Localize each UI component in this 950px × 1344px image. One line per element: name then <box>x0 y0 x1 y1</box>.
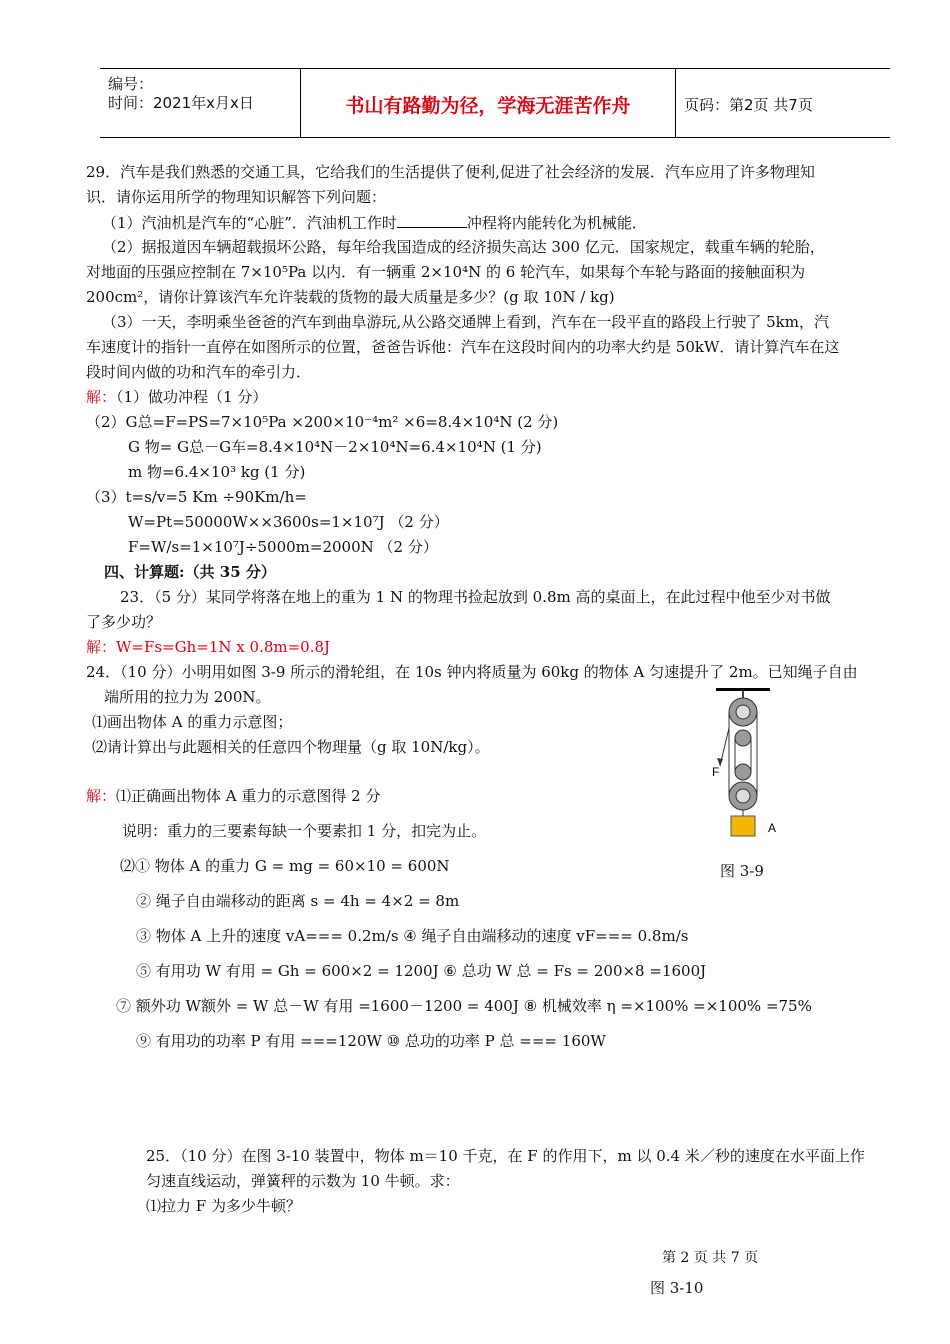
q29-solution-1 <box>86 386 267 407</box>
block-label: A <box>768 821 777 835</box>
q23-answer: 解：W=Fs=Gh=1N x 0.8m=0.8J <box>86 638 331 656</box>
page-label: 页码：第2页 共7页 <box>684 96 813 114</box>
q23-line1: 23．（5 分）某同学将落在地上的重为 1 N 的物理书捡起放到 0.8m 高的桌面上，在此过程中他至少对书做 <box>120 588 831 606</box>
upper-pulley-hub <box>736 705 750 719</box>
q24-line2: 端所用的拉力为 200N。 <box>104 688 271 706</box>
force-label: F <box>712 765 720 779</box>
q24-line1: 24．（10 分）小明用如图 3-9 所示的滑轮组，在 10s 钟内将质量为 60kg 的物体 A 匀速提升了 2m。已知绳子自由 <box>86 663 858 681</box>
q24-step-5: ⑤ 有用功 W 有用 = Gh = 600×2 = 1200J ⑥ 总功 W 总 = Fs = 200×8 =1600J <box>136 962 707 980</box>
q24-step-3: ③ 物体 A 上升的速度 vA=== 0.2m/s ④ 绳子自由端移动的速度 vF=== 0.8m/s <box>136 927 689 945</box>
q24-sub2: ⑵请计算出与此题相关的任意四个物理量（g 取 10N/kg）。 <box>92 738 490 756</box>
q24-step-1: ⑵① 物体 A 的重力 G = mg = 60×10 = 600N <box>120 857 450 875</box>
solution-text: （1）做功冲程（1 分） <box>116 388 268 406</box>
q29-solution-3-2: W=Pt=50000W××3600s=1×10⁷J （2 分） <box>128 513 449 531</box>
q23-line2: 了多少功？ <box>86 613 162 631</box>
header-right-cell <box>676 69 890 137</box>
q29-part1-b: 冲程将内能转化为机械能． <box>466 214 647 232</box>
q29-intro-line1: 29．汽车是我们熟悉的交通工具，它给我们的生活提供了便利,促进了社会经济的发展．汽车应用了许多物理知 <box>86 163 815 181</box>
q29-part3-line1: （3）一天，李明乘坐爸爸的汽车到曲阜游玩,从公路交通牌上看到，汽车在一段平直的路段上行驶了 5km，汽 <box>102 313 829 331</box>
page-footer: 第 2 页 共 7 页 <box>662 1250 759 1266</box>
q25-line2: 匀速直线运动，弹簧秤的示数为 10 牛顿。求： <box>146 1172 460 1190</box>
q29-intro-line2: 识．请你运用所学的物理知识解答下列问题： <box>86 188 387 206</box>
q25-line1: 25．（10 分）在图 3-10 装置中，物体 m＝10 千克，在 F 的作用下，m 以 0.4 米／秒的速度在水平面上作 <box>146 1147 865 1165</box>
q29-solution-2-1: （2）G总=F=PS=7×10⁵Pa ×200×10⁻⁴m² ×6=8.4×10⁴N (2 分) <box>86 413 559 431</box>
q29-part1-a: （1）汽油机是汽车的“心脏”．汽油机工作时 <box>102 214 397 232</box>
q29-solution-2-2: G 物= G总－G车=8.4×10⁴N－2×10⁴N=6.4×10⁴N (1 分) <box>128 438 542 456</box>
section-heading: 四、计算题:（共 35 分） <box>104 563 276 581</box>
q24-step-2: ② 绳子自由端移动的距离 s = 4h = 4×2 = 8m <box>136 892 460 910</box>
number-label: 编号： <box>108 75 154 93</box>
solution-label: 解： <box>86 787 117 805</box>
q29-part3-line3: 段时间内做的功和汽车的牵引力． <box>86 363 312 381</box>
q29-solution-3-3: F=W/s=1×10⁷J÷5000m=2000N （2 分） <box>128 538 438 556</box>
solution-label: 解： <box>86 388 117 406</box>
q24-note: 说明：重力的三要素每缺一个要素扣 1 分，扣完为止。 <box>122 822 487 840</box>
lower-pulley-small <box>735 764 751 780</box>
q24-step-7: ⑦ 额外功 W额外 = W 总－W 有用 =1600－1200 = 400J ⑧ 机械效率 η =×100% =×100% =75% <box>116 997 812 1015</box>
time-label: 时间：2021年x月x日 <box>108 94 254 112</box>
q24-solution-1 <box>86 785 380 806</box>
q29-solution-2-3: m 物=6.4×10³ kg (1 分) <box>128 463 306 481</box>
page-header <box>100 68 890 138</box>
q29-part2-line3: 200cm²，请你计算该汽车允许装载的货物的最大质量是多少？(g 取 10N / kg) <box>86 288 615 306</box>
q29-part1 <box>102 212 647 233</box>
header-left-cell <box>100 69 301 137</box>
ceiling-bar <box>716 688 770 691</box>
block-a <box>731 816 755 836</box>
header-motto-cell <box>301 69 676 137</box>
q29-part3-line2: 车速度计的指针一直停在如图所示的位置，爸爸告诉他：汽车在这段时间内的功率大约是 50kW．请计算汽车在这 <box>86 338 840 356</box>
figure-caption-3-9: 图 3-9 <box>720 862 764 880</box>
motto: 书山有路勤为径，学海无涯苦作舟 <box>345 95 631 117</box>
pulley-figure <box>712 688 792 838</box>
q29-part2-line1: （2）据报道因车辆超载损坏公路，每年给我国造成的经济损失高达 300 亿元．国家规定，载重车辆的轮胎， <box>102 238 825 256</box>
q25-sub1: ⑴拉力 F 为多少牛顿？ <box>146 1197 301 1215</box>
q24-step-9: ⑨ 有用功的功率 P 有用 ===120W ⑩ 总功的功率 P 总 === 160W <box>136 1032 606 1050</box>
q29-part2-line2: 对地面的压强应控制在 7×10⁵Pa 以内．有一辆重 2×10⁴N 的 6 轮汽车，如果每个车轮与路面的接触面积为 <box>86 263 806 281</box>
q29-solution-3-1: （3）t=s/v=5 Km ÷90Km/h= <box>86 488 307 506</box>
solution-text: ⑴正确画出物体 A 重力的示意图得 2 分 <box>116 787 381 805</box>
answer-blank <box>397 215 467 228</box>
figure-caption-3-10: 图 3-10 <box>650 1279 704 1297</box>
q24-sub1: ⑴画出物体 A 的重力示意图； <box>92 713 293 731</box>
lower-pulley-hub <box>736 789 750 803</box>
upper-pulley-small <box>735 730 751 746</box>
